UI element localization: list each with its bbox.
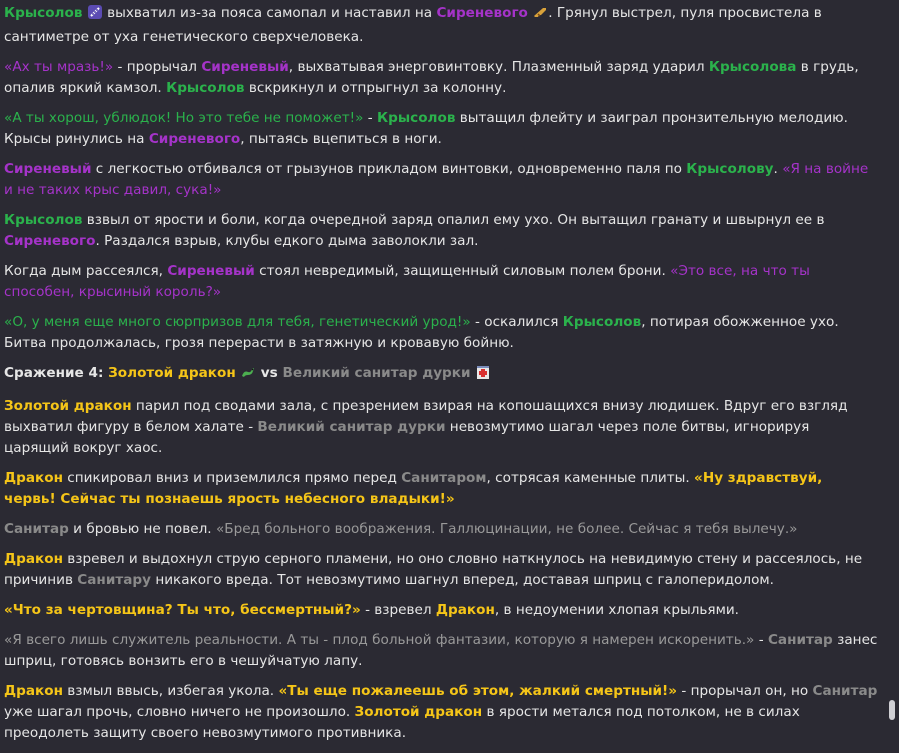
paragraph-9: Дракон спикировал вниз и приземлился прямо перед Санитаром, сотрясая каменные плиты. «Ну здравствуй, червь! Сейчас ты познаешь ярость небесного владыки!» <box>4 470 823 507</box>
quote: «Это все, на что ты способен, крысиный король?» <box>4 263 810 300</box>
paragraph-11: Дракон взревел и выдохнул струю серного пламени, но оно словно наткнулось на невидимую стену и рассеялось, не причинив Санитару никакого вреда. Тот невозмутимо шагнул вперед, доставая шприц с галоперидолом. <box>4 551 863 588</box>
paragraph-2: «Ах ты мразь!» - прорычал Сиреневый, выхватывая энерговинтовку. Плазменный заряд ударил Крысолова в грудь, опалив яркий камзол. Крысолов вскрикнул и отпрыгнул за колонну. <box>4 59 859 96</box>
paragraph-14: Дракон взмыл ввысь, избегая укола. «Ты еще пожалеешь об этом, жалкий смертный!» - прорычал он, но Санитар уже шагал прочь, словно ничего не произошло. Золотой дракон в ярости метался под потолком, не в силах преодолеть защиту своего невозмутимого противника. <box>4 683 878 741</box>
quote: «Что за чертовщина? Ты что, бессмертный?» <box>4 602 361 618</box>
battle-heading: Сражение 4: Золотой дракон vs Великий санитар дурки <box>4 363 878 387</box>
paragraph-7: «О, у меня еще много сюрпризов для тебя, генетический урод!» - оскалился Крысолов, потирая обожженное ухо. Битва продолжалась, грозя перерасти в затяжную и кровавую бойню. <box>4 314 839 351</box>
paragraph-6: Когда дым рассеялся, Сиреневый стоял невредимый, защищенный силовым полем брони. «Это все, на что ты способен, крысиный король?» <box>4 263 810 300</box>
quote: «Я всего лишь служитель реальности. А ты - плод больной фантазии, которую я намерен искоренить.» <box>4 632 755 648</box>
scrollbar-thumb[interactable] <box>889 700 895 720</box>
paragraph-8: Золотой дракон парил под сводами зала, с презрением взирая на копошащихся внизу людишек. Вдруг его взгляд выхватил фигуру в белом халате - Великий санитар дурки невозмутимо шагал через поле битвы, игнорируя царящий вокруг хаос. <box>4 398 848 456</box>
character-krysolov: Крысолов <box>4 5 83 21</box>
paragraph-5: Крысолов взвыл от ярости и боли, когда очередной заряд опалил ему ухо. Он вытащил гранату и швырнул ее в Сиреневого. Раздался взрыв, клубы едкого дыма заволокли зал. <box>4 212 825 249</box>
paragraph-1: Крысолов выхватил из-за пояса самопал и наставил на Сиреневого . Грянул выстрел, пуля просвистела в сантиметре от уха генетического сверхчеловека. <box>4 5 822 45</box>
paragraph-3: «А ты хорош, ублюдок! Но это тебе не поможет!» - Крысолов вытащил флейту и заиграл пронзительную мелодию. Крысы ринулись на Сиреневого, пытаясь вцепиться в ноги. <box>4 110 848 147</box>
quote: «Ну здравствуй, червь! Сейчас ты познаешь ярость небесного владыки!» <box>4 470 823 507</box>
chat-message-content <box>4 3 878 753</box>
quote: «О, у меня еще много сюрпризов для тебя, генетический урод!» <box>4 314 471 330</box>
dragon-icon <box>240 364 256 387</box>
flute-icon <box>87 4 103 27</box>
paragraph-10: Санитар и бровью не повел. «Бред больного воображения. Галлюцинации, не более. Сейчас я тебя вылечу.» <box>4 521 798 537</box>
quote: «Ах ты мразь!» <box>4 59 114 75</box>
quote: «А ты хорош, ублюдок! Но это тебе не поможет!» <box>4 110 364 126</box>
paragraph-13: «Я всего лишь служитель реальности. А ты - плод больной фантазии, которую я намерен искоренить.» - Санитар занес шприц, готовясь вонзить его в чешуйчатую лапу. <box>4 632 878 669</box>
hospital-icon <box>475 364 491 387</box>
quote: «Я на войне и не таких крыс давил, сука!» <box>4 161 869 198</box>
paragraph-4: Сиреневый с легкостью отбивался от грызунов прикладом винтовки, одновременно паля по Крысолову. «Я на войне и не таких крыс давил, сука!» <box>4 161 869 198</box>
scrollbar-track[interactable] <box>885 0 899 720</box>
quote: «Бред больного воображения. Галлюцинации, не более. Сейчас я тебя вылечу.» <box>215 521 798 537</box>
paragraph-12: «Что за чертовщина? Ты что, бессмертный?» - взревел Дракон, в недоумении хлопая крыльями. <box>4 602 740 618</box>
character-sirenevy: Сиреневого <box>436 5 528 21</box>
quote: «Ты еще пожалеешь об этом, жалкий смертный!» <box>278 683 678 699</box>
gun-icon <box>532 4 548 27</box>
